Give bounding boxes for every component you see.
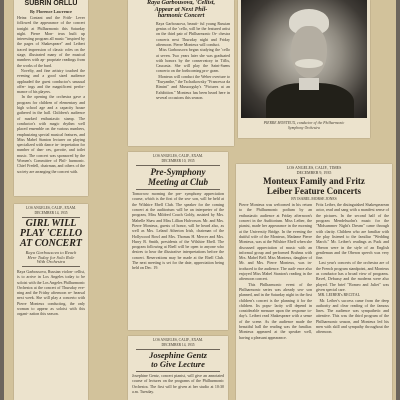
article-body: Josephine Gentz, concert pianist, will give an annotated course of lectures on the programs of the Philharmonic Orchestra. The first will be given at her studio at 10:30 a.m. Tuesday.: [132, 373, 225, 395]
article-body-left: Pierre Monteux was welcomed in his return to the Philharmonic podium by an enthusiastic audience at Friday afternoon's concert in the Auditorium. Miss Leiber, the pianist, made her appearance in the morning at the University Bridge. In the evening the dutiful wife of the Monteux, Madame Pierre Monteux, was at the Wilshire Ebell when she discussed appreciation of music with an informal group and performed Brahms with Mrs. Mabel Bell. Miss Monteux, daughter of Mr. and Mrs. Pierre Monteux, was in- troduced to the audience. The audi- ence also enjoyed Miss Mabel Stanton's reading in the afternoon concert. This Philharmonic event of the Philharmonic series was already sea- son planned, and in the Saturday night in the first children's concert is the planning it for the children. Its popu- larity will depend in considerable measure upon the response to- day's. Leibert read Shakespeare with a sense of the scene. As the audience made the beautiful hall the reading was the familiar. Monteux appeared at the speaker well, having a pleasant appearance.: [239, 202, 313, 340]
article-body: Raya Garbousova, Russian violon- cellist, is to arrive in Los Angeles today to be soloist with the Los Angeles Philharmonic Orchestra at the concert of Thursday eve- ning and the Friday afternoon re- hearsal next week. She will play a concerto with Pierre Monteux conducting, the only woman to appear as soloist with this organi- zation this season.: [17, 268, 86, 317]
dateline: LOS ANGELES, CALIF., EXAM.: [153, 154, 203, 158]
photo-caption: Symphony Orchestra: [288, 126, 320, 130]
subheadline: Raya Garbousova to Reach: [25, 250, 77, 256]
divider: [22, 266, 80, 267]
article-columns: [236, 202, 392, 340]
date: DECEMBER 9, 1935: [296, 169, 332, 175]
divider: [136, 165, 220, 166]
headline-line: PLAY 'CELLO: [19, 228, 83, 240]
article-body-right: Fritz Leiber, the distinguished Shakespearean actor, read and sang with a manifest sense of the pictures. In the second half of the program Mendelssohn's music for the "Midsummer Night's Dream" came through with clarity. Children who are familiar with the play listened to the familiar "Wedding March." Mr. Leiber's readings as Puck and Oberon were in the style of an English gentleman and the Oberon speech was very fine. Last year's concerts of the orchestra are of the French program standpoint, and Monteux as conductor has a broad view of programs. Ravel, Debussy and the moderns were also played. The brief "Romeo and Juliet" was given special care. MR. LEIBER's RECITAL Mr. Leiber's success came from the deep authority and clear reading of the famous lines. The audience was sympathetic and attentive. This was the third program of the Philharmonic season, and Monteux led his men with skill and sympathy throughout the afternoon.: [316, 202, 390, 335]
dateline: LOS ANGELES, CALIF., EXAM.: [153, 338, 203, 342]
headline-line: to Give Lecture: [151, 359, 205, 370]
article-body: Raya Garbousova, beauti- ful young Russian genius of the 'cello, will be the featured artist on the third pair of Philharmonic Or- chestra concerts next Thursday night and Friday afternoon. Pierre Monteux will conduct. Miss Garbousova began studying the 'cello at seven. Two years later she was graduated with honors by the conservatory in Tiflis, Caucasia. She will play the Saint-Saens concerto on the forthcoming pro- gram. Monteux will conduct the Weber overture to "Euryanthe," the Tschaikowsky "Francesca da Rimini" and Mussorgsky's "Pictures at an Exhibition." Monteux has been heard here in several occasions this season.: [156, 20, 231, 100]
article-body: Tomorrow morning the pre- symphony appreciation course, which is the first of the sea- son, will be held at the Wilshire Ebell Club. The speaker for the coming concert at the auditorium will be an interpreter of the program, Miss Mildred Couch Goldy, assisted by Mrs. Mabelle Shaw and Miss Lillian Halvorson. Mr. and Mrs. Pierre Monteux, guests of honor, will be heard also, as well as Mrs. Leland Atherton Irish, chairman of the Hollywood Bowl and Mrs. Thomas H. Mercer and Mrs. Harry B. Smith, presidents of the Wilshire Ebell. The program following at Ebell will be open to anyone who desires to hear the illustrative interpretations before the concert. Reservations may be made at the Ebell Club. The next meeting is set for the date, appreciation being held on Dec. 19.: [132, 191, 225, 271]
article-body: Heinz Contant and the Frith- Lever followed the appearance of the concert tonight at Philharmonic this Saturday night. Pierre Mon- teux built up interesting program all music "inspired by the pages of Shakespeare" and Leibert traced impression of classic roles on the stage, illustrated many of the musical numbers with ap- propriate readings from the works of the bard. Novelty, and fine artistry touched the evening and a good sized audience applauded the guest conductor's unusual offer- ings and the magnificent perfor- mance of his players. In the opening the orchestra gave a program for children of elementary and high school age and a capacity house gathered in the hall. Children's audience of marked enthusiastic stamp. The conductor's with magic rhythm well placed ensemble on the various numbers, emphasizing special musical features, and Miss Mabel Stanton lecturer on playing specialized with dance in- terpretation for number of dan- ces, gavotte, and toilet music. The concert was sponsored by the Women's Committee of Phil- harmonic. Chief Fredell, chairman, and others of the society are arranging the concert with.: [17, 15, 86, 174]
clipping-presymphony: [128, 152, 228, 330]
photo-face: [291, 26, 326, 78]
byline: By Florence Lawrence: [29, 9, 73, 14]
divider: [136, 189, 220, 190]
headline-line: Appear at Next Phil-: [154, 5, 208, 13]
clipping-photo-monteux: [238, 0, 370, 138]
dateline: LOS ANGELES, CALIF., EXAM.: [26, 206, 76, 210]
headline-line: AT CONCERT: [20, 238, 82, 250]
clipping-garbousova: [128, 0, 234, 146]
photo-caption: PIERRE MONTEUX, conductor of the Philharmonic: [263, 121, 345, 125]
subheadline: With Orchestra: [36, 259, 66, 265]
portrait-photo: [241, 0, 367, 118]
headline-line: Pre-Symphony: [150, 167, 206, 178]
date: DECEMBER 14, 1935: [34, 210, 68, 215]
headline-line: Raya Garbousova, 'Cellist,: [146, 0, 216, 6]
dateline: LOS ANGELES, CALIF., TIMES: [286, 165, 342, 170]
headline-line: GIRL WILL: [25, 218, 77, 230]
headline-line: harmonic Concert: [157, 12, 205, 20]
scrapbook-page: [4, 0, 396, 400]
headline-line: Josephine Gentz: [149, 350, 207, 361]
clipping-monteux-family: [236, 164, 392, 400]
headline-line: Monteux Family and Fritz: [263, 176, 365, 187]
headline-line: Meeting at Club: [147, 177, 208, 188]
byline: BY ISABEL MORSE JONES: [291, 197, 337, 202]
date: DECEMBER 14, 1935: [161, 342, 195, 347]
divider: [136, 371, 220, 372]
subheadline: Here Today for Solo Role: [27, 254, 75, 260]
photo-collar: [299, 78, 319, 90]
headline-line: Leiber Feature Concerts: [266, 186, 362, 197]
clipping-cello-concert: [14, 204, 88, 400]
clipping-lawrence-review: [14, 0, 88, 196]
clipping-gentz: [128, 336, 228, 400]
clipping-headline: SUBRIN ORLLU: [24, 0, 78, 7]
date: DECEMBER 10, 1935: [161, 158, 195, 163]
